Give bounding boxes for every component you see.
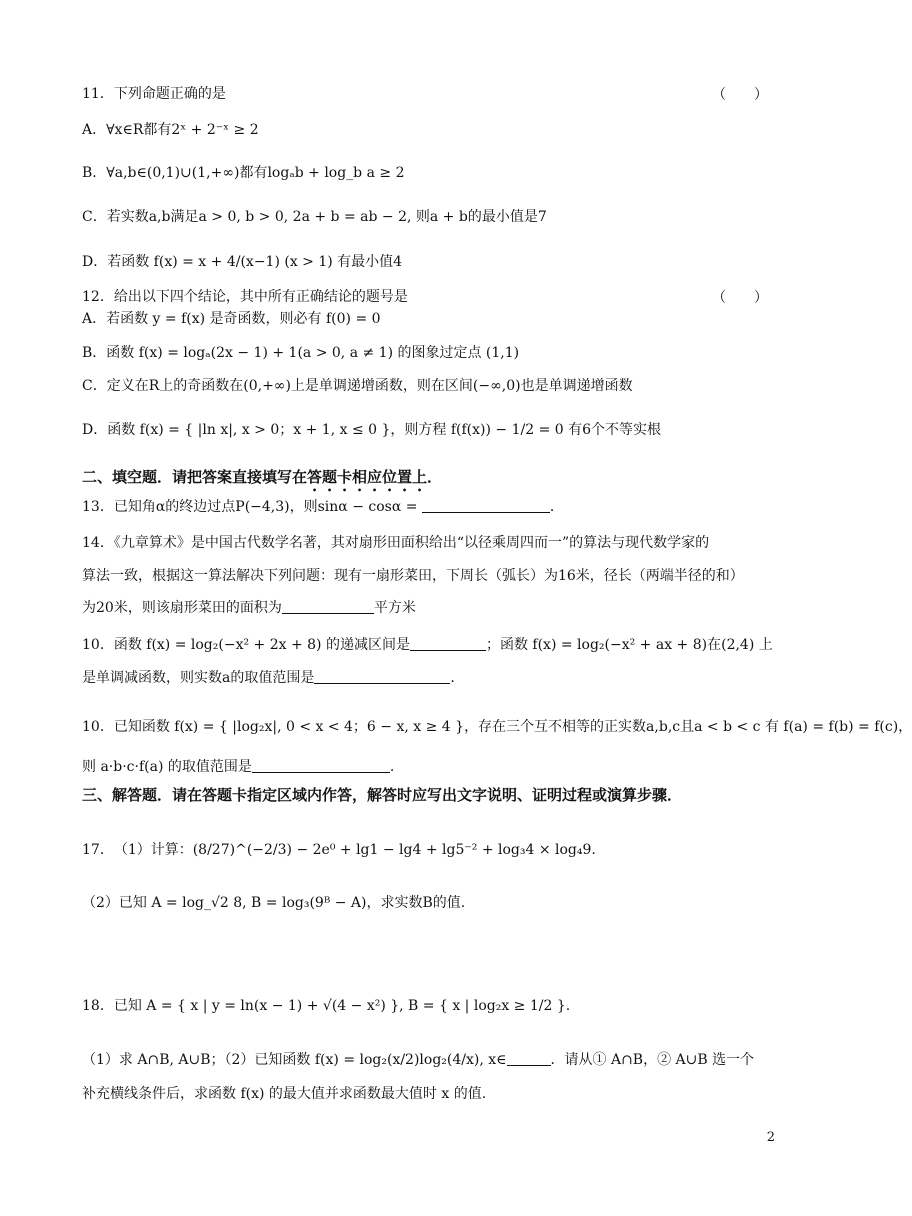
- q11-option-d: D．若函数 f(x) = x + 4/(x−1) (x > 1) 有最小值4: [82, 254, 403, 270]
- q11-answer-paren: （ ）: [712, 87, 768, 103]
- section-3-heading: 三、解答题．请在答题卡指定区域内作答，解答时应写出文字说明、证明过程或演算步骤．: [82, 786, 683, 804]
- q11-option-c: C．若实数a,b满足a > 0, b > 0, 2a + b = ab − 2, 则a + b的最小值是7: [82, 209, 547, 225]
- q16-line-1b: ，存在三个互不相等的正实数a,b,c且a < b < c 有 f(a) = f(b) = f(c)，: [464, 719, 912, 735]
- section-2-head: 二、填空题．请把答案直接填写在: [82, 468, 308, 486]
- q11-stem: 11．下列命题正确的是: [82, 86, 226, 102]
- q12-stem: 12．给出以下四个结论，其中所有正确结论的题号是: [82, 289, 408, 305]
- page-number: 2: [766, 1130, 775, 1145]
- q16-answer-blank: [252, 758, 390, 773]
- q15-line-2-text: 是单调减函数，则实数a的取值范围是: [82, 670, 315, 686]
- q12-answer-paren: （ ）: [712, 290, 768, 306]
- q12-option-c: C．定义在R上的奇函数在(0,+∞)上是单调递增函数，则在区间(−∞,0)也是单调递增函数: [82, 378, 633, 394]
- q14-line-3-text: 为20米，则该扇形菜田的面积为: [82, 600, 282, 616]
- q18-line-2: [82, 1050, 754, 1070]
- q16-line-2: 则 a·b·c·f(a) 的取值范围是 .: [82, 759, 395, 775]
- q14-line-2: 算法一致，根据这一算法解决下列问题：现有一扇形菜田，下周长（弧长）为16米，径长（两端半径的和）: [82, 568, 744, 584]
- q15-line-1b: ；函数 f(x) = log₂(−x² + ax + 8)在(2,4) 上: [485, 637, 773, 653]
- section-2-heading: [82, 467, 442, 495]
- q18-line-3: 补充横线条件后，求函数 f(x) 的最大值并求函数最大值时 x 的值.: [82, 1086, 487, 1102]
- q18-line-2a: （1）求 A∩B, A∪B；（2）已知函数 f(x) = log₂(x/2)log₂(4/x), x∈: [82, 1052, 507, 1068]
- q17-part-2: （2）已知 A = log_√2 8, B = log₃(9ᴮ − A)，求实数B的值.: [82, 895, 466, 911]
- q15-line-1a: 10．函数 f(x) = log₂(−x² + 2x + 8) 的递减区间是: [82, 637, 410, 653]
- q16-line-2-text: 则 a·b·c·f(a) 的取值范围是: [82, 759, 252, 775]
- q14-answer-blank: [282, 599, 374, 614]
- q12-option-d: D．函数 f(x) = { |ln x|, x > 0；x + 1, x ≤ 0 }，则方程 f(f(x)) − 1/2 = 0 有6个不等实根: [82, 422, 662, 438]
- q18-line-2b: ．请从① A∩B，② A∪B 选一个: [550, 1052, 755, 1068]
- q15-line-1: [82, 635, 773, 655]
- q13-text: 13．已知角α的终边过点P(−4,3)，则sinα − cosα =: [82, 499, 418, 515]
- q18-line-1: 18．已知 A = { x | y = ln(x − 1) + √(4 − x²) }, B = { x | log₂x ≥ 1/2 }.: [82, 998, 571, 1014]
- q16-line-1a: 10．已知函数 f(x) = { |log₂x|, 0 < x < 4；6 − x, x ≥ 4 }: [82, 719, 465, 735]
- q11-option-b: B．∀a,b∈(0,1)∪(1,+∞)都有logₐb + log_b a ≥ 2: [82, 165, 405, 181]
- q16-line-1: [82, 717, 912, 737]
- section-2-tail: ．: [427, 468, 443, 486]
- q15-blank-2: [314, 669, 450, 684]
- q14-unit: 平方米: [373, 600, 416, 616]
- q18-blank: [507, 1051, 551, 1066]
- q13-answer-blank: [422, 498, 550, 513]
- q15-blank-1: [410, 636, 486, 651]
- q17-part-1: 17． （1）计算：(8/27)^(−2/3) − 2e⁰ + lg1 − lg4 + lg5⁻² + log₃4 × log₄9.: [82, 842, 596, 858]
- q11-option-a: A．∀x∈R都有2ˣ + 2⁻ˣ ≥ 2: [82, 122, 259, 138]
- q14-line-3: [82, 598, 416, 618]
- q12-option-a: A．若函数 y = f(x) 是奇函数，则必有 f(0) = 0: [82, 311, 381, 327]
- q13: 13．已知角α的终边过点P(−4,3)，则sinα − cosα = ．: [82, 499, 564, 515]
- q12-option-b: B．函数 f(x) = logₐ(2x − 1) + 1(a > 0, a ≠ 1) 的图象过定点 (1,1): [82, 345, 520, 361]
- q15-line-2: 是单调减函数，则实数a的取值范围是 .: [82, 670, 455, 686]
- section-2-emphasis: 答题卡相应位置上: [307, 468, 428, 486]
- q14-line-1: 14．《九章算术》是中国古代数学名著，其对扇形田面积给出“以径乘周四而一”的算法与现代数学家的: [82, 535, 710, 551]
